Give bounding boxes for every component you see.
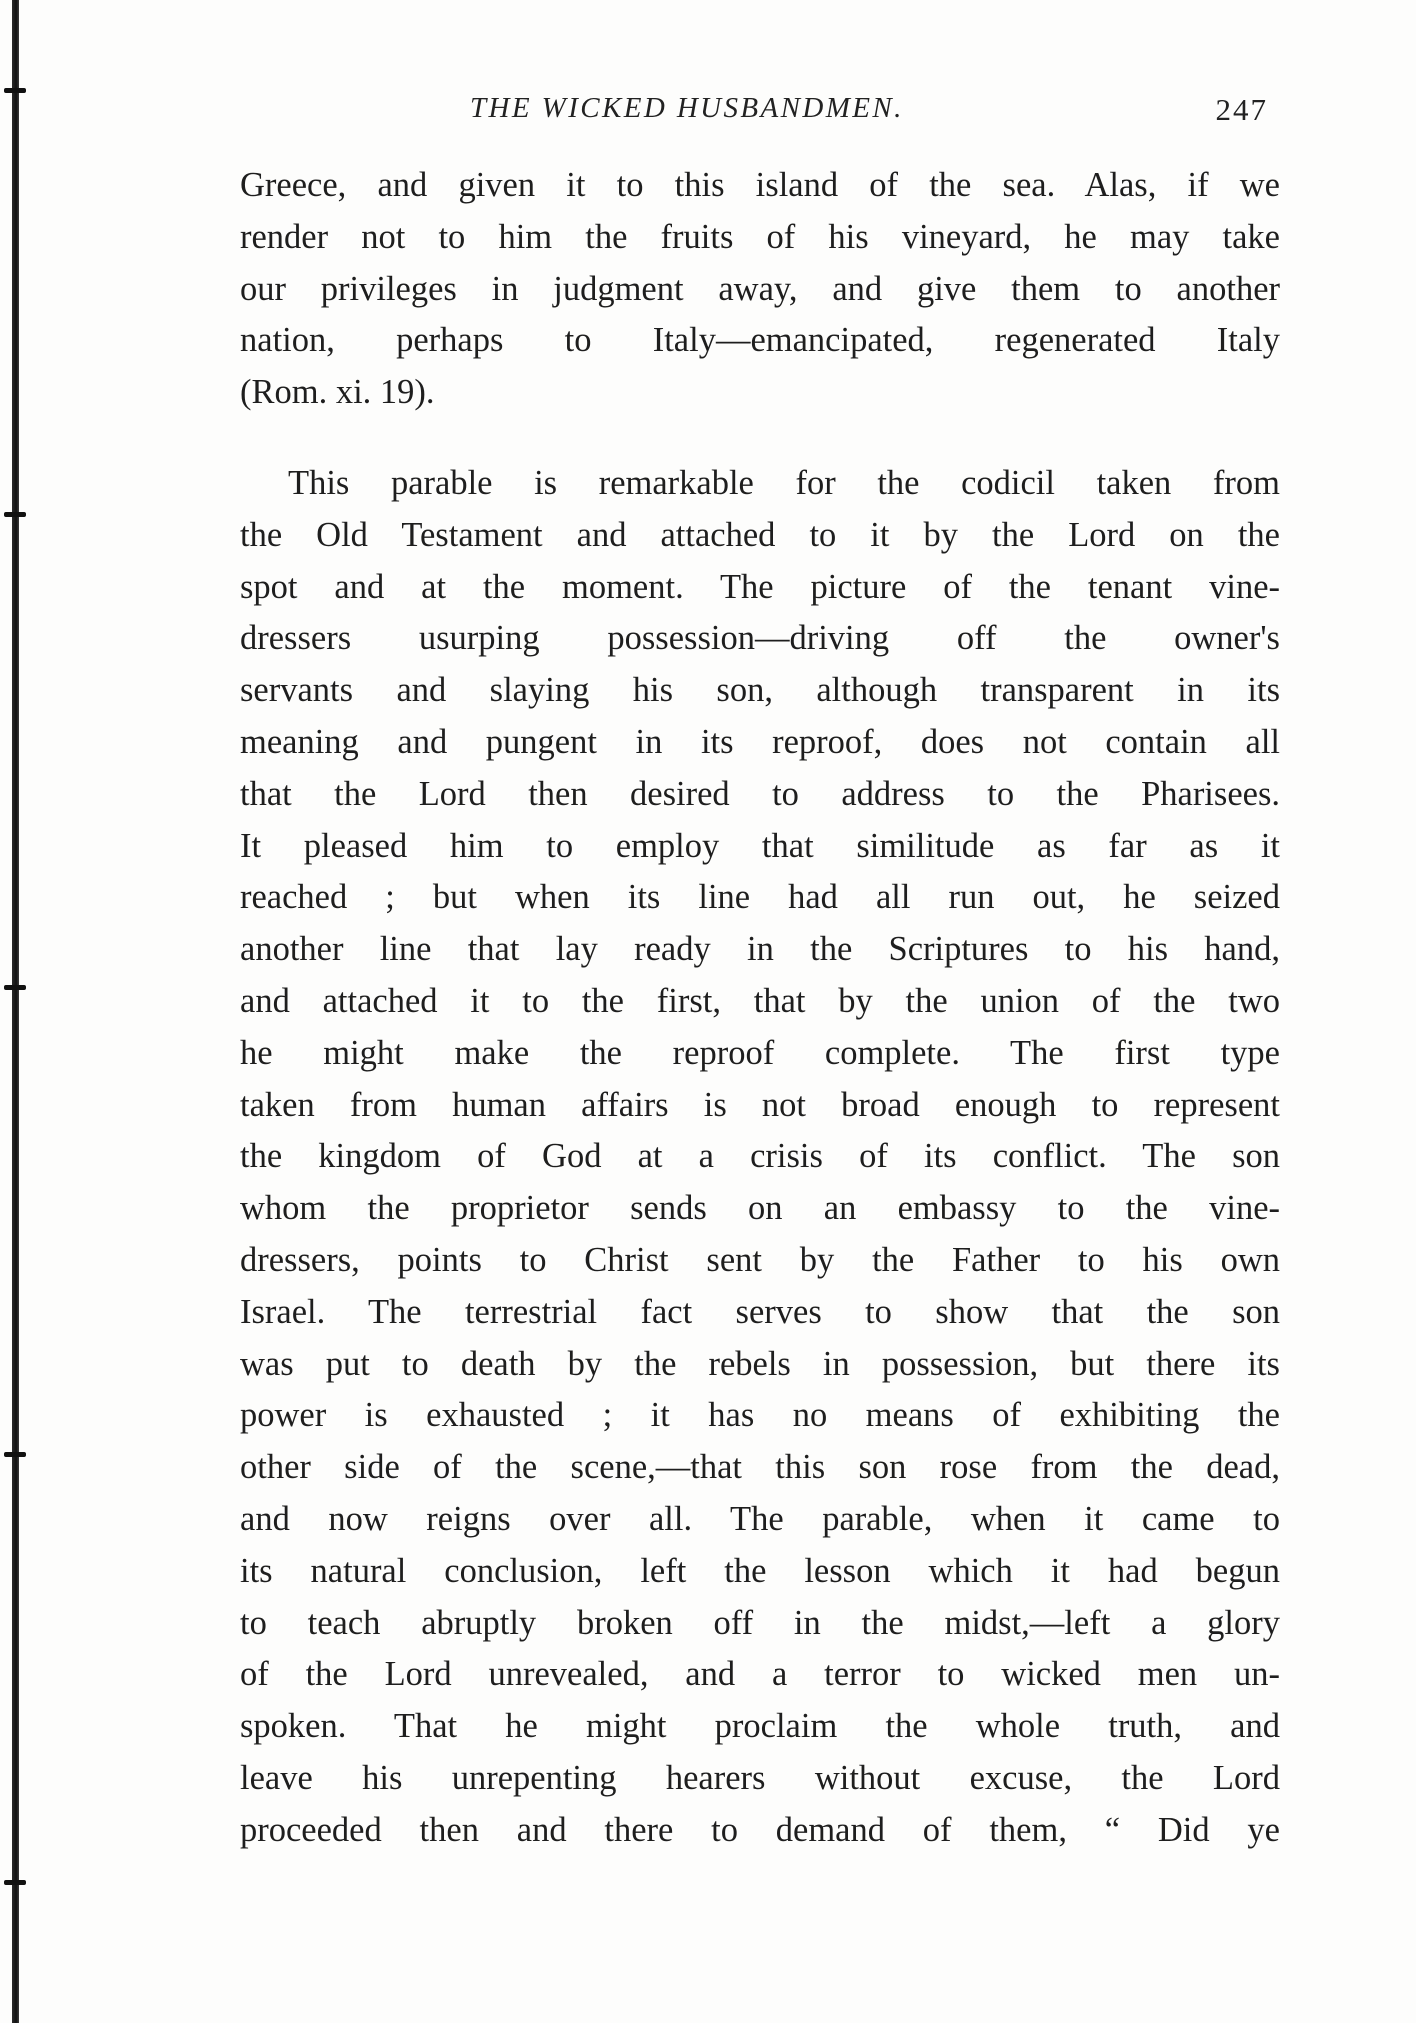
text-line: and now reigns over all. The parable, when it came to [240,1499,1280,1538]
text-line: its natural conclusion, left the lesson which it had begun [240,1551,1280,1590]
text-line: the Old Testament and attached to it by the Lord on the [240,515,1280,554]
page-header [240,92,1280,142]
text-line: our privileges in judgment away, and give them to another [240,269,1280,308]
binding-notch [4,1880,26,1885]
binding-notch [4,88,26,93]
text-line: spot and at the moment. The picture of the tenant vine- [240,567,1280,606]
text-line: power is exhausted ; it has no means of exhibiting the [240,1396,1280,1435]
body-text [240,160,1280,1857]
text-line: (Rom. xi. 19). [240,373,435,412]
text-line: whom the proprietor sends on an embassy to the vine- [240,1189,1280,1228]
text-line: and attached it to the first, that by the union of the two [240,981,1280,1020]
running-title: THE WICKED HUSBANDMEN. [470,92,904,124]
text-line: This parable is remarkable for the codicil taken from [288,463,1280,502]
text-line: It pleased him to employ that similitude as far as it [240,826,1280,865]
text-line: taken from human affairs is not broad enough to represent [240,1085,1280,1124]
text-line: to teach abruptly broken off in the midst,—left a glory [240,1603,1280,1642]
text-line: Israel. The terrestrial fact serves to show that the son [240,1292,1280,1331]
text-line: he might make the reproof complete. The first type [240,1033,1280,1072]
binding-notch [4,1452,26,1457]
paragraph [240,458,1280,1857]
page-number: 247 [1215,92,1268,127]
text-line: another line that lay ready in the Scriptures to his hand, [240,930,1280,969]
text-line: nation, perhaps to Italy—emancipated, regenerated Italy [240,321,1280,360]
text-line: proceeded then and there to demand of them, “ Did ye [240,1810,1280,1849]
text-line: leave his unrepenting hearers without excuse, the Lord [240,1758,1280,1797]
binding-edge-rule [12,0,19,2023]
text-line: reached ; but when its line had all run out, he seized [240,878,1280,917]
text-line: meaning and pungent in its reproof, does not contain all [240,722,1280,761]
text-line: of the Lord unrevealed, and a terror to wicked men un- [240,1655,1280,1694]
text-line: was put to death by the rebels in possession, but there its [240,1344,1280,1383]
text-line: Greece, and given it to this island of the sea. Alas, if we [240,166,1280,204]
binding-notch [4,985,26,990]
text-line: other side of the scene,—that this son rose from the dead, [240,1448,1280,1487]
paragraph [240,160,1280,419]
text-line: the kingdom of God at a crisis of its conflict. The son [240,1137,1280,1176]
text-line: dressers, points to Christ sent by the Father to his own [240,1240,1280,1279]
text-line: that the Lord then desired to address to the Pharisees. [240,774,1280,813]
text-line: spoken. That he might proclaim the whole truth, and [240,1707,1280,1746]
text-line: servants and slaying his son, although transparent in its [240,671,1280,710]
binding-notch [4,512,26,517]
text-line: render not to him the fruits of his vineyard, he may take [240,217,1280,256]
text-line: dressers usurping possession—driving off the owner's [240,619,1280,658]
